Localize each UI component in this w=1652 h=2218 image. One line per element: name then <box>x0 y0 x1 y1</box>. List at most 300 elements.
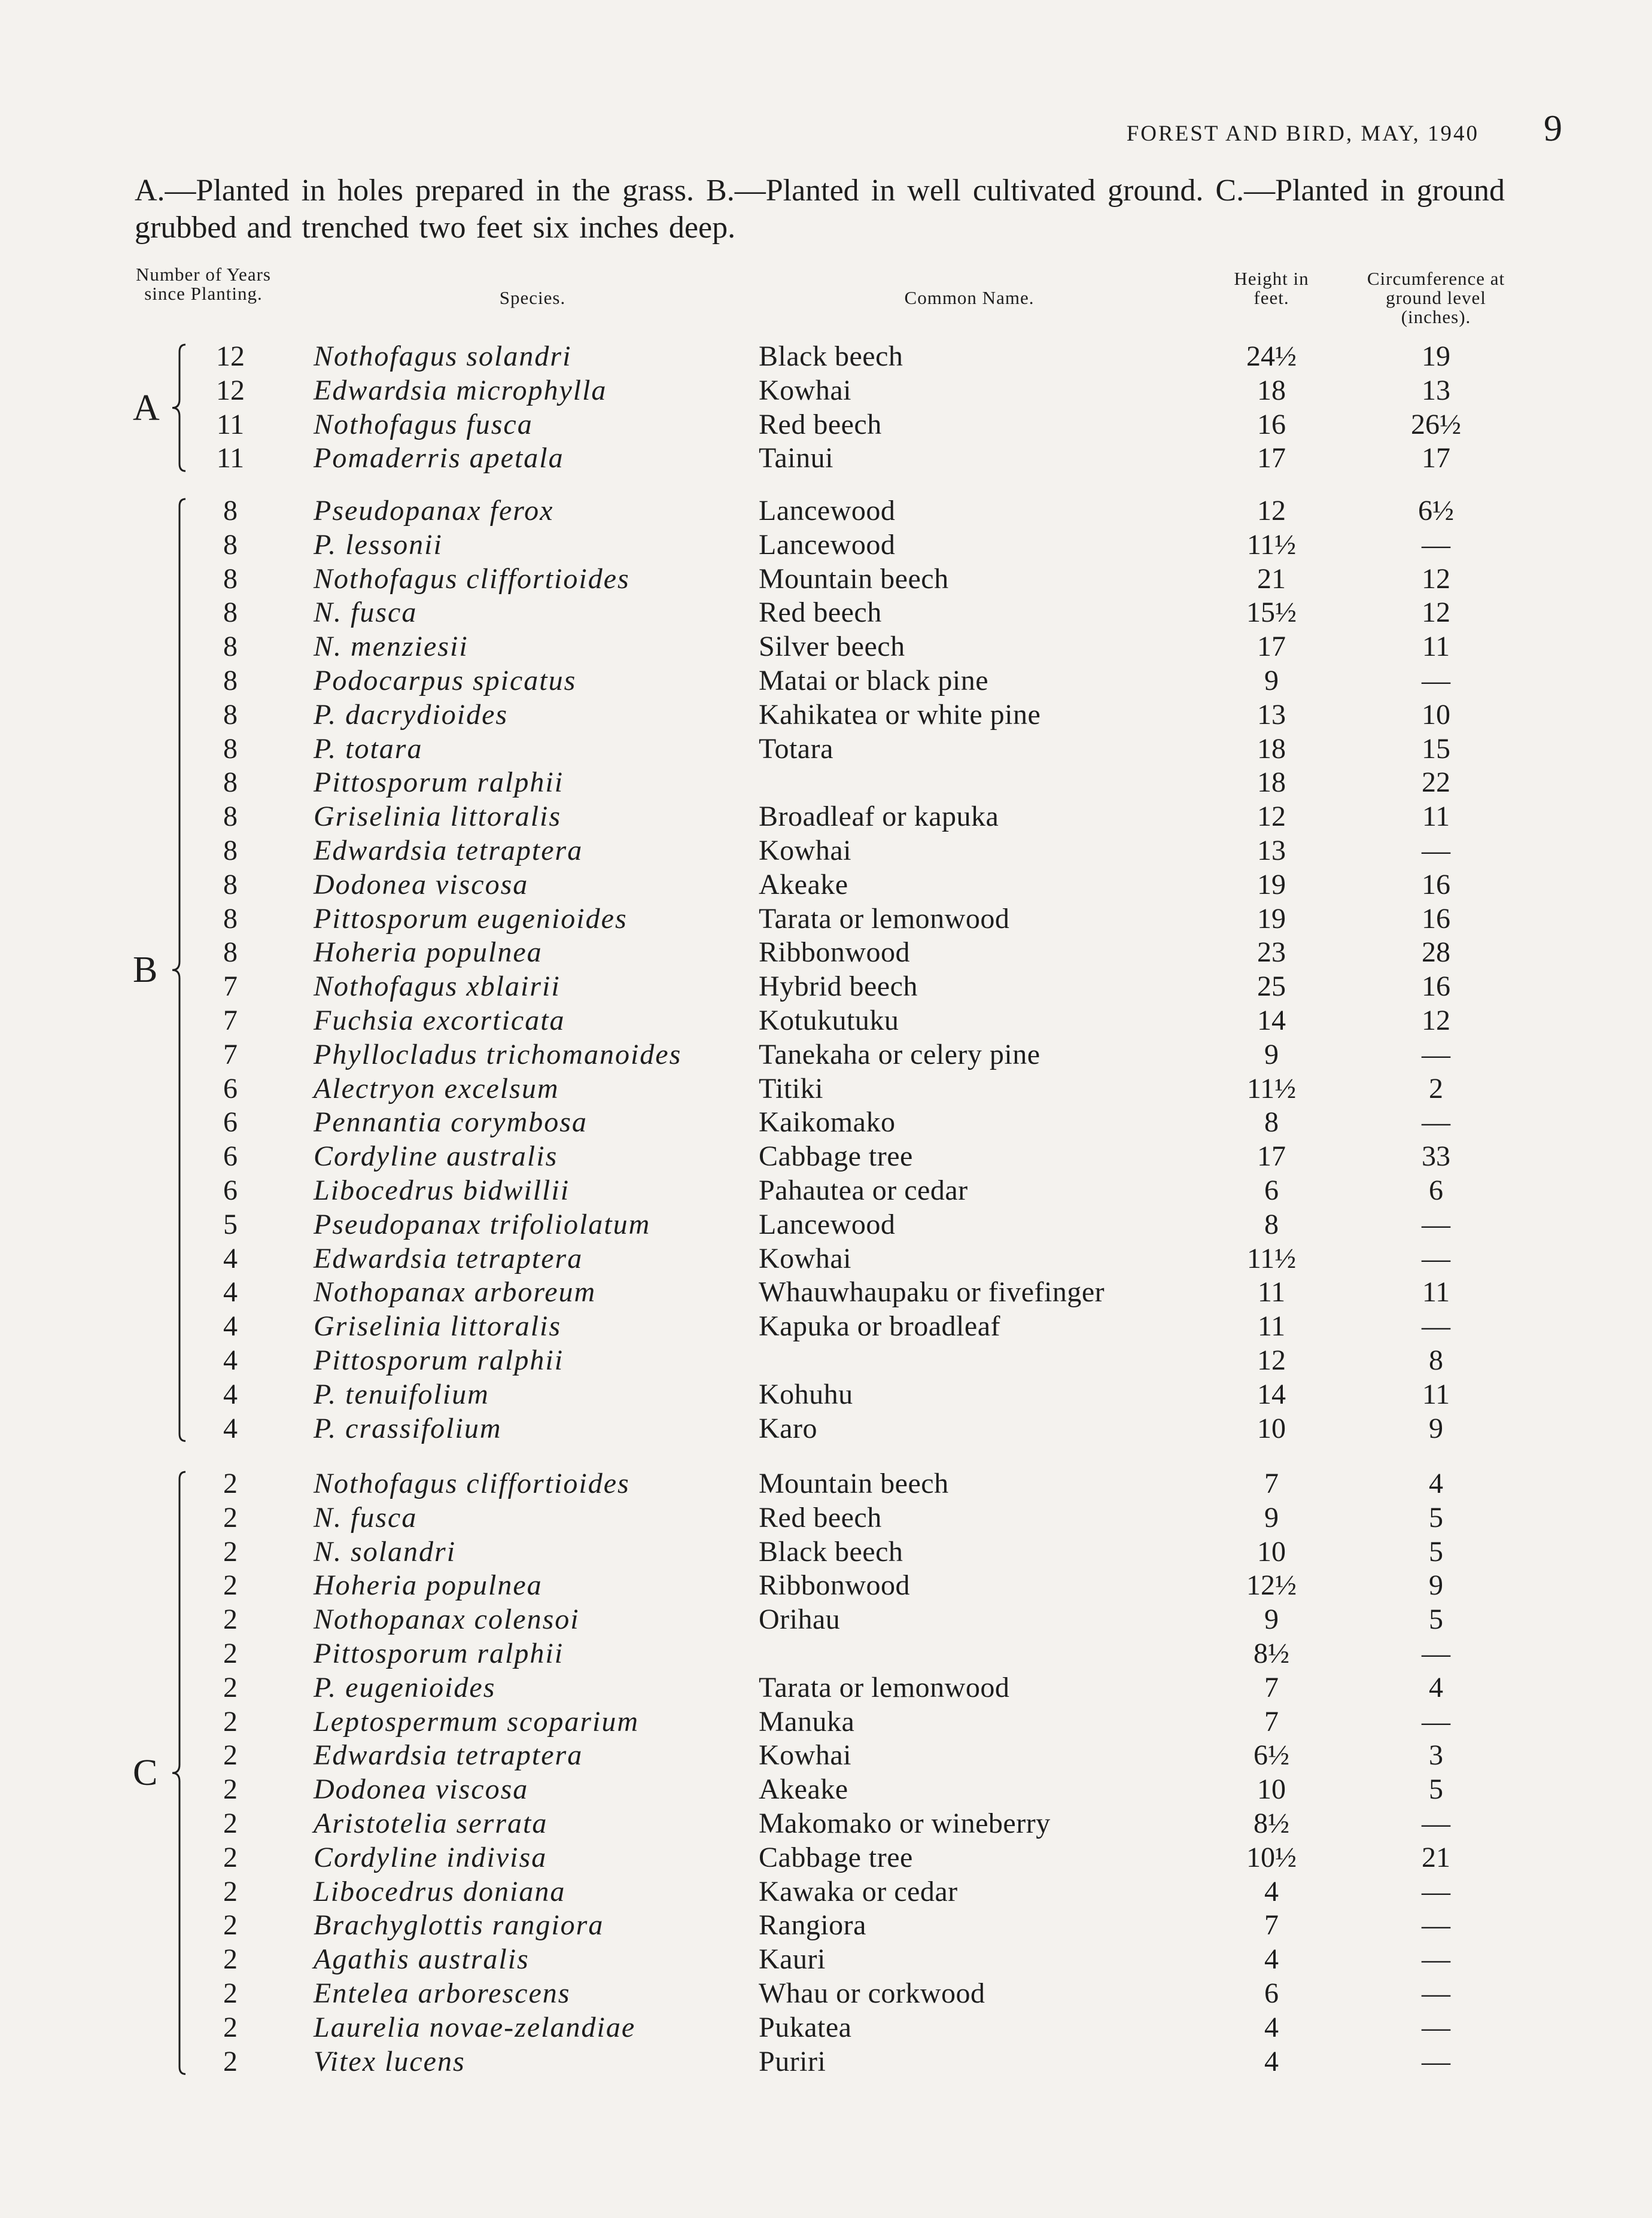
journal-title: FOREST AND BIRD, MAY, 1940 <box>1126 121 1479 146</box>
common-name-cell: Kapuka or broadleaf <box>759 1310 1000 1343</box>
circumference-cell: 3 <box>1429 1739 1443 1772</box>
species-cell: Nothopanax arboreum <box>314 1276 597 1309</box>
species-cell: Nothofagus cliffortioides <box>314 562 630 595</box>
height-cell: 18 <box>1257 766 1286 799</box>
height-cell: 19 <box>1257 868 1286 900</box>
species-cell: Leptospermum scoparium <box>314 1705 639 1738</box>
years-cell: 12 <box>216 340 245 372</box>
height-cell: 14 <box>1257 1004 1286 1036</box>
page-number: 9 <box>1544 108 1562 149</box>
circumference-cell: 9 <box>1429 1412 1443 1444</box>
height-cell: 14 <box>1257 1378 1286 1410</box>
circumference-cell: 10 <box>1422 698 1450 731</box>
common-name-cell: Kauri <box>759 1943 826 1976</box>
table-row <box>0 1140 1652 1174</box>
height-cell: 17 <box>1257 1140 1286 1173</box>
years-cell: 2 <box>223 1569 238 1602</box>
table-row <box>0 1501 1652 1535</box>
height-cell: 7 <box>1264 1671 1279 1703</box>
common-name-cell: Lancewood <box>759 1208 896 1240</box>
years-cell: 2 <box>223 1604 238 1636</box>
common-name-cell: Ribbonwood <box>759 1569 911 1602</box>
table-row <box>0 766 1652 800</box>
group-label: B <box>133 950 158 991</box>
height-cell: 4 <box>1264 1875 1279 1907</box>
years-cell: 8 <box>223 597 238 629</box>
circumference-cell: — <box>1422 1875 1450 1907</box>
common-name-cell: Akeake <box>759 1773 848 1806</box>
table-row <box>0 1344 1652 1378</box>
years-cell: 6 <box>223 1174 238 1206</box>
common-name-cell: Mountain beech <box>759 1468 949 1499</box>
common-name-cell: Tanekaha or celery pine <box>759 1038 1041 1070</box>
years-cell: 8 <box>223 801 238 833</box>
years-cell: 8 <box>223 698 238 731</box>
common-name-cell: Silver beech <box>759 631 905 663</box>
years-cell: 2 <box>223 2045 238 2077</box>
years-cell: 2 <box>223 1773 238 1806</box>
height-cell: 11½ <box>1246 1242 1297 1274</box>
column-header-years: Number of Years since Planting. <box>136 264 271 304</box>
circumference-cell: 4 <box>1429 1671 1443 1703</box>
table-row <box>0 936 1652 970</box>
years-cell: 4 <box>223 1276 238 1309</box>
years-cell: 8 <box>223 936 238 969</box>
table-row <box>0 408 1652 442</box>
circumference-cell: — <box>1422 1038 1450 1070</box>
species-cell: N. fusca <box>314 597 418 629</box>
common-name-cell: Kohuhu <box>759 1378 853 1410</box>
height-cell: 16 <box>1257 408 1286 440</box>
group-c <box>0 1467 1652 2079</box>
common-name-cell: Kowhai <box>759 834 851 866</box>
species-cell: P. dacrydioides <box>314 698 509 731</box>
table-row <box>0 374 1652 408</box>
height-cell: 9 <box>1264 1038 1279 1070</box>
common-name-cell: Karo <box>759 1412 817 1444</box>
table-row <box>0 1208 1652 1242</box>
years-cell: 7 <box>223 1004 238 1036</box>
height-cell: 17 <box>1257 631 1286 663</box>
table-row <box>0 494 1652 528</box>
table-row <box>0 340 1652 374</box>
group-bracket <box>168 494 197 1446</box>
species-cell: Hoheria populnea <box>314 1569 543 1602</box>
table-row <box>0 1943 1652 1977</box>
circumference-cell: — <box>1422 2011 1450 2043</box>
circumference-cell: 6½ <box>1418 495 1454 527</box>
group-label: A <box>133 387 160 428</box>
species-cell: Pseudopanax ferox <box>314 495 554 527</box>
species-cell: Entelea arborescens <box>314 1977 571 2009</box>
circumference-cell: — <box>1422 1909 1450 1942</box>
circumference-cell: 12 <box>1422 1004 1450 1036</box>
height-cell: 19 <box>1257 902 1286 935</box>
years-cell: 7 <box>223 1038 238 1070</box>
height-cell: 6 <box>1264 1977 1279 2009</box>
height-cell: 4 <box>1264 1943 1279 1976</box>
table-row <box>0 1038 1652 1072</box>
table-row <box>0 1004 1652 1038</box>
table-row <box>0 1841 1652 1875</box>
species-cell: Brachyglottis rangiora <box>314 1909 604 1942</box>
table-row <box>0 1535 1652 1569</box>
species-cell: Nothopanax colensoi <box>314 1604 580 1636</box>
table-row <box>0 834 1652 868</box>
years-cell: 8 <box>223 562 238 595</box>
table-row <box>0 902 1652 936</box>
species-cell: P. tenuifolium <box>314 1378 489 1410</box>
years-cell: 2 <box>223 2011 238 2043</box>
table-row <box>0 630 1652 664</box>
height-cell: 11 <box>1257 1310 1286 1343</box>
common-name-cell: Rangiora <box>759 1909 866 1942</box>
intro-paragraph: A.—Planted in holes prepared in the grass. B.—Planted in well cultivated ground. C.—Planted in ground grubbed and trenched two feet six inches deep. <box>135 174 1505 245</box>
circumference-cell: — <box>1422 834 1450 866</box>
species-cell: Dodonea viscosa <box>314 868 529 900</box>
years-cell: 8 <box>223 631 238 663</box>
circumference-cell: — <box>1422 1208 1450 1240</box>
species-cell: Hoheria populnea <box>314 936 543 969</box>
height-cell: 25 <box>1257 970 1286 1003</box>
table-row <box>0 1909 1652 1943</box>
common-name-cell: Pahautea or cedar <box>759 1174 968 1206</box>
circumference-cell: — <box>1422 1705 1450 1738</box>
height-cell: 7 <box>1264 1468 1279 1499</box>
table-row <box>0 1773 1652 1807</box>
species-cell: Pomaderris apetala <box>314 442 564 474</box>
height-cell: 24½ <box>1246 340 1297 372</box>
circumference-cell: 16 <box>1422 970 1450 1003</box>
years-cell: 6 <box>223 1106 238 1139</box>
table-row <box>0 1875 1652 1909</box>
years-cell: 4 <box>223 1412 238 1444</box>
years-cell: 8 <box>223 766 238 799</box>
circumference-cell: 8 <box>1429 1344 1443 1376</box>
common-name-cell: Tarata or lemonwood <box>759 1671 1010 1703</box>
species-cell: Pittosporum ralphii <box>314 1344 564 1376</box>
height-cell: 4 <box>1264 2011 1279 2043</box>
species-cell: Alectryon excelsum <box>314 1072 559 1105</box>
species-cell: Nothofagus cliffortioides <box>314 1468 630 1499</box>
height-cell: 15½ <box>1246 597 1297 629</box>
height-cell: 10 <box>1257 1773 1286 1806</box>
common-name-cell: Kowhai <box>759 1739 851 1772</box>
circumference-cell: 5 <box>1429 1773 1443 1806</box>
circumference-cell: 33 <box>1422 1140 1450 1173</box>
table-row <box>0 528 1652 562</box>
common-name-cell: Black beech <box>759 1535 903 1568</box>
years-cell: 8 <box>223 664 238 696</box>
group-bracket <box>168 1467 197 2079</box>
years-cell: 2 <box>223 1875 238 1907</box>
years-cell: 8 <box>223 732 238 765</box>
height-cell: 18 <box>1257 374 1286 406</box>
height-cell: 11 <box>1257 1276 1286 1309</box>
years-cell: 8 <box>223 528 238 561</box>
years-cell: 5 <box>223 1208 238 1240</box>
species-cell: Cordyline indivisa <box>314 1841 547 1873</box>
group-bracket <box>168 340 197 476</box>
circumference-cell: — <box>1422 1637 1450 1669</box>
table-row <box>0 664 1652 698</box>
circumference-cell: 13 <box>1422 374 1450 406</box>
common-name-cell: Kowhai <box>759 374 851 406</box>
circumference-cell: 2 <box>1429 1072 1443 1105</box>
height-cell: 12 <box>1257 1344 1286 1376</box>
table-row <box>0 596 1652 630</box>
common-name-cell: Red beech <box>759 408 882 440</box>
common-name-cell: Whau or corkwood <box>759 1977 985 2009</box>
species-cell: N. fusca <box>314 1501 418 1534</box>
years-cell: 2 <box>223 1807 238 1839</box>
species-cell: P. eugenioides <box>314 1671 496 1703</box>
circumference-cell: 12 <box>1422 562 1450 595</box>
group-b <box>0 494 1652 1446</box>
height-cell: 9 <box>1264 664 1279 696</box>
years-cell: 2 <box>223 1943 238 1976</box>
circumference-cell: 6 <box>1429 1174 1443 1206</box>
years-cell: 8 <box>223 868 238 900</box>
years-cell: 2 <box>223 1841 238 1873</box>
species-cell: Pennantia corymbosa <box>314 1106 588 1139</box>
common-name-cell: Mountain beech <box>759 562 949 595</box>
circumference-cell: 26½ <box>1411 408 1461 440</box>
height-cell: 12 <box>1257 495 1286 527</box>
circumference-cell: 12 <box>1422 597 1450 629</box>
table-row <box>0 868 1652 902</box>
height-cell: 10½ <box>1246 1841 1297 1873</box>
circumference-cell: 9 <box>1429 1569 1443 1602</box>
species-cell: Vitex lucens <box>314 2045 466 2077</box>
species-cell: N. solandri <box>314 1535 457 1568</box>
table-row <box>0 800 1652 834</box>
circumference-cell: 21 <box>1422 1841 1450 1873</box>
table-row <box>0 1174 1652 1208</box>
table-row <box>0 698 1652 732</box>
species-cell: P. totara <box>314 732 423 765</box>
circumference-cell: 19 <box>1422 340 1450 372</box>
circumference-cell: 17 <box>1422 442 1450 474</box>
species-cell: Pittosporum eugenioides <box>314 902 628 935</box>
common-name-cell: Titiki <box>759 1072 823 1105</box>
years-cell: 11 <box>216 408 245 440</box>
circumference-cell: — <box>1422 1977 1450 2009</box>
group-label: C <box>133 1753 158 1794</box>
column-header-common: Common Name. <box>904 287 1035 308</box>
height-cell: 8 <box>1264 1106 1279 1139</box>
table-row <box>0 1276 1652 1310</box>
species-cell: Phyllocladus trichomanoides <box>314 1038 682 1070</box>
table-row <box>0 2045 1652 2079</box>
column-header-species: Species. <box>499 287 566 308</box>
table-row <box>0 1637 1652 1671</box>
circumference-cell: — <box>1422 664 1450 696</box>
years-cell: 11 <box>216 442 245 474</box>
table-row <box>0 732 1652 766</box>
species-cell: Aristotelia serrata <box>314 1807 548 1839</box>
years-cell: 6 <box>223 1072 238 1105</box>
years-cell: 2 <box>223 1705 238 1738</box>
circumference-cell: 11 <box>1422 801 1450 833</box>
bracket-curve <box>172 1472 185 2074</box>
years-cell: 7 <box>223 970 238 1003</box>
table-row <box>0 1569 1652 1603</box>
circumference-cell: 16 <box>1422 902 1450 935</box>
height-cell: 6 <box>1264 1174 1279 1206</box>
years-cell: 2 <box>223 1977 238 2009</box>
common-name-cell: Akeake <box>759 868 848 900</box>
species-cell: P. crassifolium <box>314 1412 502 1444</box>
circumference-cell: 11 <box>1422 631 1450 663</box>
height-cell: 21 <box>1257 562 1286 595</box>
table-row <box>0 1977 1652 2011</box>
common-name-cell: Kahikatea or white pine <box>759 698 1041 731</box>
common-name-cell: Lancewood <box>759 495 896 527</box>
species-cell: Nothofagus xblairii <box>314 970 561 1003</box>
circumference-cell: 5 <box>1429 1604 1443 1636</box>
table-row <box>0 1739 1652 1773</box>
common-name-cell: Tarata or lemonwood <box>759 902 1010 935</box>
species-cell: Libocedrus bidwillii <box>314 1174 570 1206</box>
species-cell: Dodonea viscosa <box>314 1773 529 1806</box>
table-row <box>0 1378 1652 1412</box>
table-row <box>0 1310 1652 1344</box>
common-name-cell: Lancewood <box>759 528 896 561</box>
height-cell: 8½ <box>1254 1807 1289 1839</box>
common-name-cell: Broadleaf or kapuka <box>759 801 999 833</box>
height-cell: 10 <box>1257 1535 1286 1568</box>
common-name-cell: Puriri <box>759 2045 826 2077</box>
height-cell: 8½ <box>1254 1637 1289 1669</box>
circumference-cell: — <box>1422 528 1450 561</box>
height-cell: 12 <box>1257 801 1286 833</box>
years-cell: 4 <box>223 1344 238 1376</box>
species-cell: Edwardsia microphylla <box>314 374 607 406</box>
common-name-cell: Kowhai <box>759 1242 851 1274</box>
height-cell: 4 <box>1264 2045 1279 2077</box>
circumference-cell: — <box>1422 2045 1450 2077</box>
table-row <box>0 1072 1652 1106</box>
circumference-cell: — <box>1422 1310 1450 1343</box>
table-row <box>0 970 1652 1004</box>
circumference-cell: — <box>1422 1106 1450 1139</box>
common-name-cell: Cabbage tree <box>759 1140 913 1173</box>
table-row <box>0 1807 1652 1841</box>
table-row <box>0 1412 1652 1446</box>
years-cell: 2 <box>223 1739 238 1772</box>
common-name-cell: Red beech <box>759 1501 882 1534</box>
circumference-cell: 4 <box>1429 1468 1443 1499</box>
years-cell: 4 <box>223 1310 238 1343</box>
height-cell: 11½ <box>1246 528 1297 561</box>
common-name-cell: Orihau <box>759 1604 841 1636</box>
height-cell: 13 <box>1257 698 1286 731</box>
table-row <box>0 1106 1652 1140</box>
height-cell: 9 <box>1264 1501 1279 1534</box>
height-cell: 9 <box>1264 1604 1279 1636</box>
column-header-height: Height in feet. <box>1234 268 1309 308</box>
circumference-cell: — <box>1422 1242 1450 1274</box>
species-cell: Edwardsia tetraptera <box>314 1242 583 1274</box>
circumference-cell: 11 <box>1422 1276 1450 1309</box>
years-cell: 4 <box>223 1378 238 1410</box>
common-name-cell: Tainui <box>759 442 833 474</box>
circumference-cell: 5 <box>1429 1501 1443 1534</box>
height-cell: 18 <box>1257 732 1286 765</box>
height-cell: 7 <box>1264 1705 1279 1738</box>
species-cell: Nothofagus solandri <box>314 340 572 372</box>
common-name-cell: Cabbage tree <box>759 1841 913 1873</box>
common-name-cell: Red beech <box>759 597 882 629</box>
years-cell: 4 <box>223 1242 238 1274</box>
table-row <box>0 1705 1652 1739</box>
years-cell: 2 <box>223 1909 238 1942</box>
circumference-cell: 5 <box>1429 1535 1443 1568</box>
height-cell: 23 <box>1257 936 1286 969</box>
table-row <box>0 2011 1652 2045</box>
group-a <box>0 340 1652 476</box>
species-cell: Cordyline australis <box>314 1140 558 1173</box>
height-cell: 12½ <box>1246 1569 1297 1602</box>
table-row <box>0 1603 1652 1637</box>
common-name-cell: Kawaka or cedar <box>759 1875 958 1907</box>
table-row <box>0 562 1652 597</box>
common-name-cell: Hybrid beech <box>759 970 918 1003</box>
species-cell: Nothofagus fusca <box>314 408 533 440</box>
circumference-cell: — <box>1422 1807 1450 1839</box>
bracket-curve <box>172 499 185 1441</box>
years-cell: 12 <box>216 374 245 406</box>
table-row <box>0 1671 1652 1705</box>
circumference-cell: 16 <box>1422 868 1450 900</box>
species-cell: Edwardsia tetraptera <box>314 834 583 866</box>
years-cell: 8 <box>223 495 238 527</box>
common-name-cell: Pukatea <box>759 2011 852 2043</box>
common-name-cell: Kaikomako <box>759 1106 896 1139</box>
species-cell: P. lessonii <box>314 528 443 561</box>
species-cell: Agathis australis <box>314 1943 530 1976</box>
common-name-cell: Totara <box>759 732 833 765</box>
years-cell: 6 <box>223 1140 238 1173</box>
height-cell: 6½ <box>1254 1739 1289 1772</box>
common-name-cell: Kotukutuku <box>759 1004 899 1036</box>
species-cell: Fuchsia excorticata <box>314 1004 565 1036</box>
years-cell: 2 <box>223 1671 238 1703</box>
height-cell: 17 <box>1257 442 1286 474</box>
years-cell: 2 <box>223 1535 238 1568</box>
species-cell: Pittosporum ralphii <box>314 1637 564 1669</box>
common-name-cell: Matai or black pine <box>759 664 989 696</box>
table-row <box>0 1242 1652 1276</box>
years-cell: 8 <box>223 902 238 935</box>
species-cell: Griselinia littoralis <box>314 1310 562 1343</box>
common-name-cell: Makomako or wineberry <box>759 1807 1051 1839</box>
species-cell: Laurelia novae-zelandiae <box>314 2011 636 2043</box>
height-cell: 11½ <box>1246 1072 1297 1105</box>
table-row <box>0 442 1652 476</box>
height-cell: 10 <box>1257 1412 1286 1444</box>
common-name-cell: Ribbonwood <box>759 936 911 969</box>
years-cell: 2 <box>223 1637 238 1669</box>
common-name-cell: Black beech <box>759 340 903 372</box>
species-cell: Libocedrus doniana <box>314 1875 566 1907</box>
years-cell: 2 <box>223 1501 238 1534</box>
species-cell: N. menziesii <box>314 631 468 663</box>
circumference-cell: 22 <box>1422 766 1450 799</box>
circumference-cell: 28 <box>1422 936 1450 969</box>
circumference-cell: 15 <box>1422 732 1450 765</box>
